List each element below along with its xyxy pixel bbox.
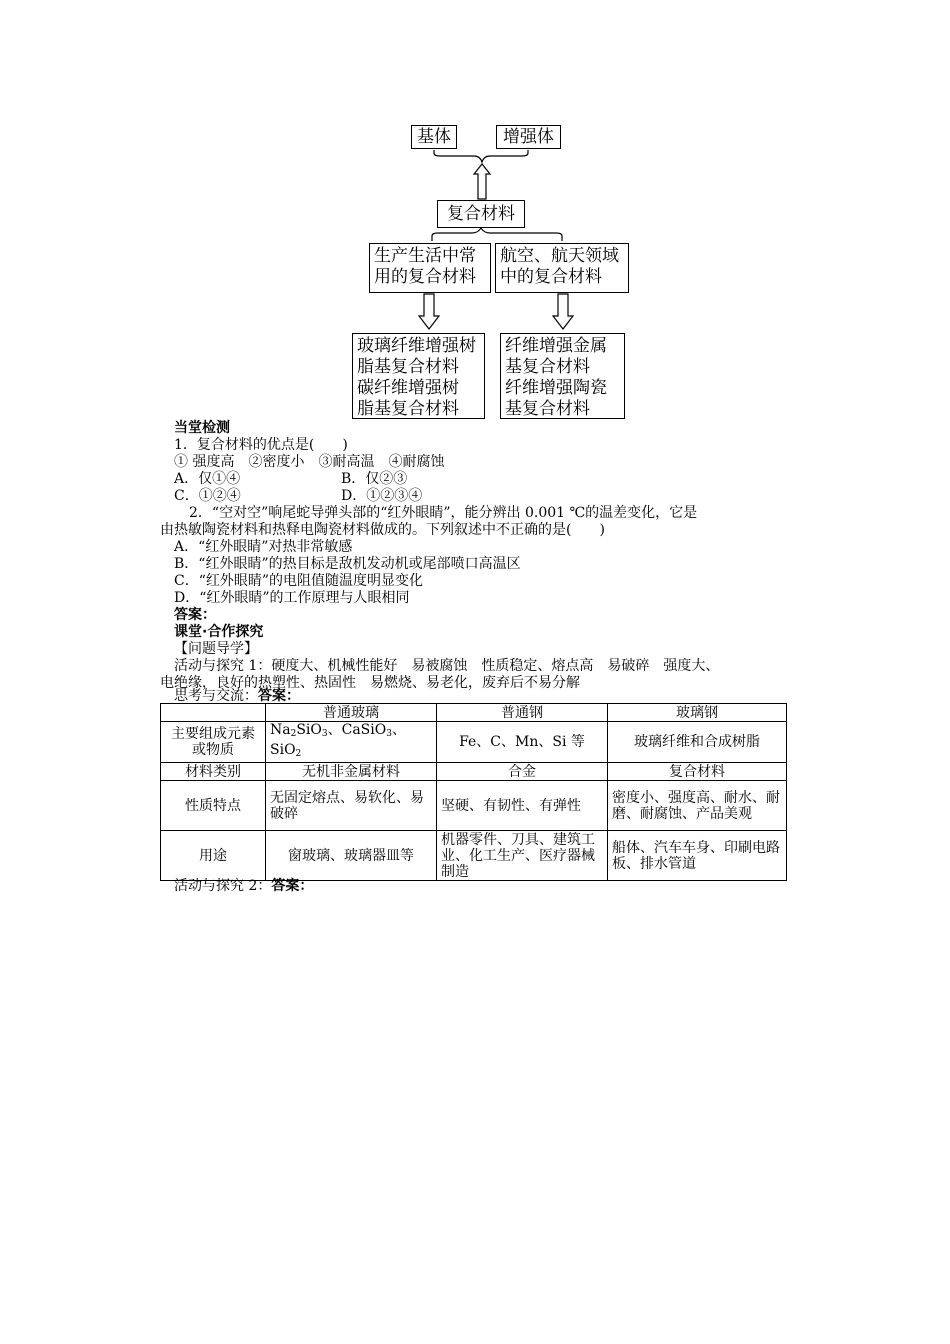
formula-subscript: 2 xyxy=(295,749,302,759)
base-label: 基体 xyxy=(417,126,451,147)
formula-subscript: 3 xyxy=(321,729,328,739)
formula-part: 、CaSiO xyxy=(327,722,387,738)
formula-part: Na xyxy=(270,722,291,738)
down-arrow-right xyxy=(553,294,573,329)
cell-steel-composition: Fe、C、Mn、Si 等 xyxy=(437,722,608,763)
q1-option-c: C．①②④ xyxy=(174,488,241,504)
activity-1-line-2: 电绝缘，良好的热塑性、热固性 易燃烧、易老化，废弃后不易分解 xyxy=(160,675,580,691)
table-row xyxy=(161,763,787,781)
fiber-metal-line-1: 纤维增强金属 xyxy=(505,336,607,356)
table-header-row xyxy=(161,704,787,722)
cell-steel-category: 合金 xyxy=(437,763,608,781)
cell-glass-composition xyxy=(266,722,437,763)
aerospace-line-2: 中的复合材料 xyxy=(500,267,602,287)
cell-glass-properties: 无固定熔点、易软化、易破碎 xyxy=(266,781,437,831)
q1-items: ① 强度高 ②密度小 ③耐高温 ④耐腐蚀 xyxy=(174,454,445,470)
q2-option-d: D．“红外眼睛”的工作原理与人眼相同 xyxy=(174,590,410,606)
row-label-properties: 性质特点 xyxy=(161,781,266,831)
q2-line-1: 2．“空对空”响尾蛇导弹头部的“红外眼睛”，能分辨出 0.001 ℃的温差变化，它是 xyxy=(189,505,698,521)
composite-box xyxy=(437,200,525,228)
activity-1-line-1: 活动与探究 1：硬度大、机械性能好 易被腐蚀 性质稳定、熔点高 易破碎 强度大、 xyxy=(174,658,720,674)
q2-option-b: B．“红外眼睛”的热目标是敌机发动机或尾部喷口高温区 xyxy=(174,556,521,572)
cell-frp-uses: 船体、汽车车身、印刷电路板、排水管道 xyxy=(608,831,787,881)
header-cell-frp: 玻璃钢 xyxy=(608,704,787,722)
glass-fiber-line-1: 玻璃纤维增强树 xyxy=(357,336,476,356)
row-label-composition: 主要组成元素或物质 xyxy=(161,722,266,763)
header-cell-glass: 普通玻璃 xyxy=(266,704,437,722)
table-row xyxy=(161,722,787,763)
row-label-uses: 用途 xyxy=(161,831,266,881)
q2-option-a: A．“红外眼睛”对热非常敏感 xyxy=(174,539,353,555)
cell-glass-uses: 窗玻璃、玻璃器皿等 xyxy=(266,831,437,881)
cell-frp-category: 复合材料 xyxy=(608,763,787,781)
formula-part: SiO xyxy=(296,722,322,738)
down-arrow-left xyxy=(419,294,439,329)
cell-frp-properties: 密度小、强度高、耐水、耐磨、耐腐蚀、产品美观 xyxy=(608,781,787,831)
up-arrow xyxy=(474,164,490,199)
middle-brace xyxy=(432,228,562,241)
reinforcement-label: 增强体 xyxy=(503,126,554,147)
q1-option-a: A．仅①④ xyxy=(174,471,241,487)
glass-fiber-line-2: 脂基复合材料 xyxy=(357,357,459,377)
glass-fiber-box xyxy=(352,333,485,419)
fiber-metal-line-3: 纤维增强陶瓷 xyxy=(505,378,607,398)
header-cell-steel: 普通钢 xyxy=(437,704,608,722)
quiz-heading: 当堂检测 xyxy=(174,420,230,436)
table-row xyxy=(161,831,787,881)
think-prefix: 思考与交流： xyxy=(174,688,258,704)
materials-table xyxy=(160,703,787,881)
fiber-metal-line-4: 基复合材料 xyxy=(505,399,590,419)
daily-use-line-2: 用的复合材料 xyxy=(374,267,476,287)
composite-label: 复合材料 xyxy=(447,203,515,224)
glass-fiber-line-3: 碳纤维增强树 xyxy=(357,378,459,398)
q2-option-c: C．“红外眼睛”的电阻值随温度明显变化 xyxy=(174,573,424,589)
explore-heading: 课堂·合作探究 xyxy=(174,624,264,640)
problem-guide: 【问题导学】 xyxy=(174,641,258,657)
fiber-metal-box xyxy=(500,333,625,419)
activity-2-prefix: 活动与探究 2： xyxy=(174,878,272,894)
header-cell-empty xyxy=(161,704,266,722)
daily-use-box xyxy=(369,243,491,293)
quiz-answer: 答案： xyxy=(174,607,216,623)
table-row xyxy=(161,781,787,831)
formula-part: 、SiO xyxy=(270,722,406,758)
q1-text: 1．复合材料的优点是( ) xyxy=(174,437,348,453)
activity-2-answer: 答案： xyxy=(271,878,314,894)
formula-subscript: 2 xyxy=(290,729,297,739)
think-answer: 答案： xyxy=(258,688,300,704)
cell-steel-uses: 机器零件、刀具、建筑工业、化工生产、医疗器械制造 xyxy=(437,831,608,881)
glass-fiber-line-4: 脂基复合材料 xyxy=(357,399,459,419)
cell-glass-category: 无机非金属材料 xyxy=(266,763,437,781)
cell-steel-properties: 坚硬、有韧性、有弹性 xyxy=(437,781,608,831)
top-brace xyxy=(434,150,528,162)
aerospace-box xyxy=(495,243,629,293)
row-label-category: 材料类别 xyxy=(161,763,266,781)
fiber-metal-line-2: 基复合材料 xyxy=(505,357,590,377)
activity-2 xyxy=(174,878,313,895)
aerospace-line-1: 航空、航天领域 xyxy=(500,246,619,266)
cell-frp-composition: 玻璃纤维和合成树脂 xyxy=(608,722,787,763)
daily-use-line-1: 生产生活中常 xyxy=(374,246,476,266)
q1-option-b: B．仅②③ xyxy=(341,471,408,487)
formula-subscript: 3 xyxy=(386,729,392,739)
q2-line-2: 由热敏陶瓷材料和热释电陶瓷材料做成的。下列叙述中不正确的是( ) xyxy=(160,522,605,538)
q1-option-d: D．①②③④ xyxy=(341,488,423,504)
